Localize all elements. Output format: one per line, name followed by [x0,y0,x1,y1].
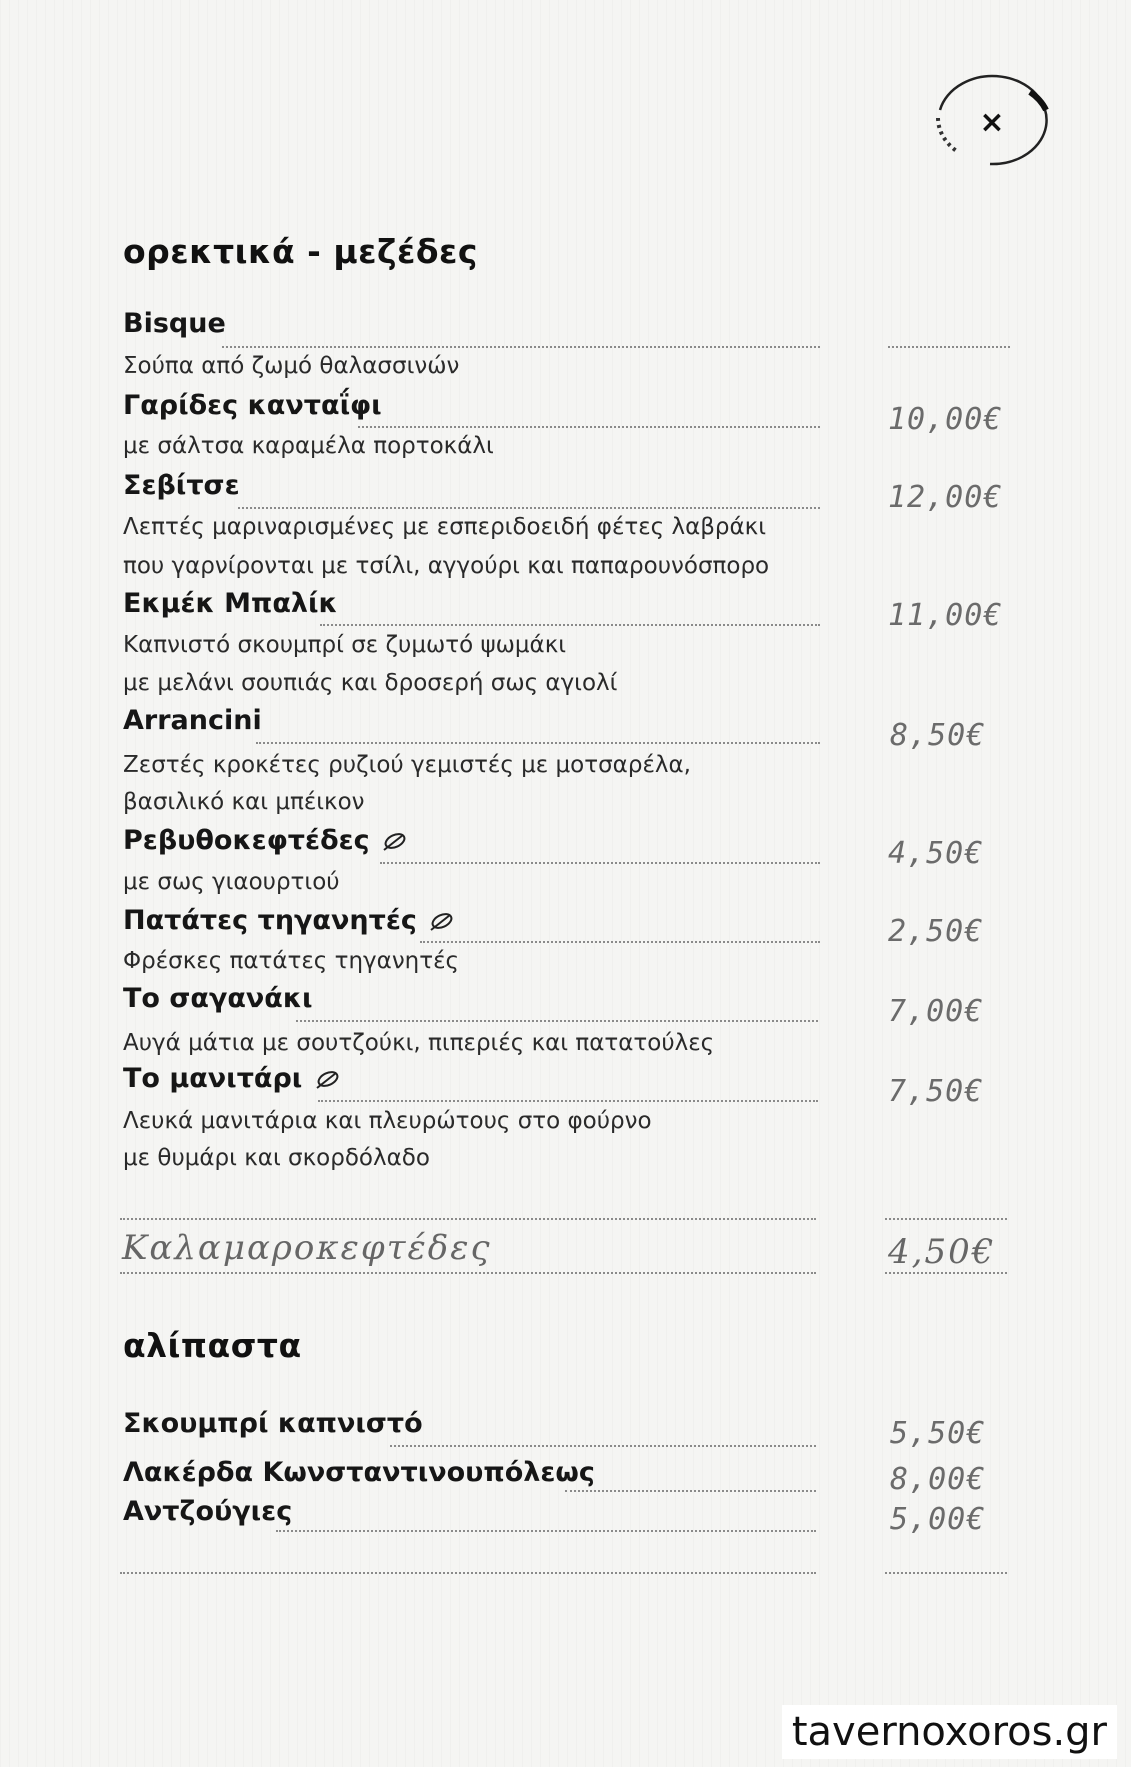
menu-item-name-text: Πατάτες τηγανητές [123,905,417,936]
menu-item-name: Bisque [123,308,226,339]
menu-item-price: 7,50€ [888,1074,984,1109]
menu-item-price: 10,00€ [888,402,1003,437]
menu-item-price: 2,50€ [888,914,984,949]
dotted-leader [318,1100,818,1102]
menu-item-name: Το σαγανάκι [123,983,313,1014]
blank-dotted-line [120,1572,816,1574]
leaf-icon [428,911,454,933]
handwritten-item-price: 4,50€ [888,1232,996,1272]
menu-item-price: 5,00€ [890,1502,986,1537]
dotted-leader [320,624,820,626]
leaf-icon [314,1069,340,1091]
leaf-icon [381,831,407,853]
dotted-leader [256,742,820,744]
blank-price-line [885,1572,1007,1574]
blank-price-line [885,1218,1007,1220]
menu-item-price: 11,00€ [888,598,1003,633]
menu-item-description: με θυμάρι και σκορδόλαδο [123,1145,430,1171]
menu-item-name: Σκουμπρί καπνιστό [123,1408,423,1439]
menu-item-description: Ζεστές κροκέτες ρυζιού γεμιστές με μοτσαρέλα, [123,752,691,778]
dotted-leader [390,1445,816,1447]
blank-price-line [885,1272,1007,1274]
menu-item-name: Λακέρδα Κωνσταντινουπόλεως [123,1457,595,1488]
x-circle-logo-icon [930,70,1054,170]
menu-item-price: 12,00€ [888,480,1003,515]
menu-item-price: 7,00€ [888,994,984,1029]
menu-item-price: 5,50€ [890,1416,986,1451]
menu-item-description: Φρέσκες πατάτες τηγανητές [123,948,460,974]
handwritten-item-name: Καλαμαροκεφτέδες [122,1228,492,1268]
menu-item-description: βασιλικό και μπέικον [123,789,365,815]
menu-item-description: με σάλτσα καραμέλα πορτοκάλι [123,433,494,459]
menu-item-description: Λεπτές μαριναρισμένες με εσπεριδοειδή φέτες λαβράκι [123,514,767,540]
menu-item-name: Arrancini [123,705,262,736]
site-watermark: tavernoxoros.gr [782,1705,1117,1759]
dotted-leader [238,507,820,509]
menu-item-description: που γαρνίρονται με τσίλι, αγγούρι και παπαρουνόσπορο [123,553,770,579]
menu-item-description: Αυγά μάτια με σουτζούκι, πιπεριές και πατατούλες [123,1030,715,1056]
menu-item-name [123,1063,340,1094]
menu-item-price: 8,00€ [890,1462,986,1497]
menu-item-name: Σεβίτσε [123,470,240,501]
dotted-leader [358,426,820,428]
dotted-leader [296,1020,818,1022]
menu-item-description: με σως γιαουρτιού [123,869,340,895]
menu-item-name: Γαρίδες κανταΐφι [123,390,382,421]
blank-dotted-line [120,1272,816,1274]
menu-item-price: 8,50€ [890,718,986,753]
blank-dotted-line [120,1218,816,1220]
dotted-leader [276,1530,816,1532]
dotted-leader [222,346,820,348]
price-dotted-line [888,346,1010,348]
section-title-salted: αλίπαστα [123,1326,302,1365]
svg-text:×: × [979,105,1005,140]
dotted-leader [565,1490,816,1492]
menu-item-description: Καπνιστό σκουμπρί σε ζυμωτό ψωμάκι [123,632,567,658]
menu-item-description: Σούπα από ζωμό θαλασσινών [123,353,460,379]
menu-item-name: Εκμέκ Μπαλίκ [123,588,338,619]
menu-item-name: Αντζούγιες [123,1496,293,1527]
menu-item-name [123,825,407,856]
section-title-appetizers: ορεκτικά - μεζέδες [123,232,478,271]
menu-item-name-text: Ρεβυθοκεφτέδες [123,825,370,856]
menu-item-description: με μελάνι σουπιάς και δροσερή σως αγιολί [123,670,618,696]
dotted-leader [420,941,820,943]
menu-item-description: Λευκά μανιτάρια και πλευρώτους στο φούρνο [123,1108,652,1134]
menu-item-name-text: Το μανιτάρι [123,1063,303,1094]
menu-item-price: 4,50€ [888,836,984,871]
dotted-leader [380,862,820,864]
menu-item-name [123,905,454,936]
